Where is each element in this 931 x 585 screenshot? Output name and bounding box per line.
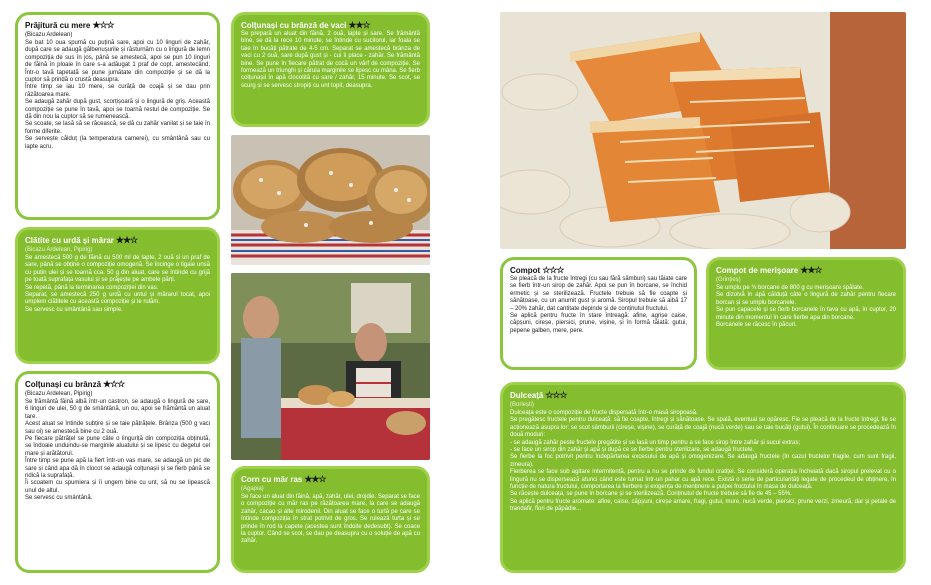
recipe-paragraph: Pe fiecare pătrățel se pune câte o linguriță din compoziția obținută, se îndoaie unduindu-se marginile aluatului și se lipesc cu degetul cel mare și arătătorul. — [25, 436, 210, 457]
recipe-card-clatite — [15, 227, 220, 364]
recipe-card-coltunasi-cu-branza — [15, 371, 220, 573]
recipe-paragraph: Îi scoatem cu spumiera și îi ungem bine cu unt, să nu se lipească unul de altul. — [25, 480, 210, 494]
recipe-title: Corn cu măr ras ★★☆ — [241, 474, 326, 484]
recipe-source: (Bicazu Ardelean, Pipirig) — [25, 247, 93, 253]
recipe-paragraph: - se adaugă zahăr peste fructele pregătite și se lasă un timp pentru a se face sirop între zahăr și sucul extras; — [510, 439, 801, 446]
recipe-paragraph: Se pregătesc fructele pentru dulceață: să fie coapte, întregi și sănătoase. Se spală, eventual se opăresc. Fie se pleacă de la fructe întregi, fie se acționează asupra lor: se scot sâmburii (cireșe, vișine), se curăță de coajă (nucă verde) sau se taie bucăți (gutui). În continuare se procedează în două moduri: — [510, 417, 896, 439]
recipe-paragraph: Între timp se iau 10 mere, se curăță de coajă și se dau prin răzătoarea mare. — [25, 84, 210, 98]
recipe-source: (Bicazu Ardelean) — [25, 32, 73, 38]
recipe-card-compot-de-merisoare — [706, 257, 906, 370]
recipe-card-compot — [500, 257, 697, 370]
rating-stars-icon: ☆☆☆ — [542, 265, 564, 275]
recipe-paragraph: Se prepară un aluat din făină, 2 ouă, lapte și sare. Se frământă bine, se dă la rece 10 minute, se întinde cu sucitorul, iar foaia se taie în bucăți pătrate de 4-5 cm. Separat se amestecă brânza de vaci cu 2 ouă, sare după gust și - cui îi place - zahăr. Se frământă bine. Se pune în fiecare pătrat de cocă un vârf de compoziție. Se formează un triunghi și căruia marginile se lipesc cu mâna. Se fierb colțunașii în apă clocotită cu sare / zahăr, 15 minute. Se scot, se scurg și se servesc stropiți cu unt topit, deasupra. — [241, 31, 420, 89]
rating-stars-icon: ★★☆ — [348, 20, 370, 30]
recipe-card-corn-cu-mar-ras — [231, 466, 430, 573]
rating-stars-icon: ★★☆ — [115, 235, 138, 245]
recipe-paragraph: Se bat 10 oua spumă cu puțină sare, apoi cu 10 linguri de zahăr, după care se adaugă gălbenușurile și răsturnăm cu o lingură de lemn compoziția de sus în jos, până se amestecă, apoi se pun 10 linguri de făină în ploaie în care s-a adăugat 1 praf de copt, amestecând. Într-o tavă tapetată se pune jumătate din compoziție și se dă la cuptor să prindă o crustă deasupra. — [25, 40, 210, 84]
photo-braided-bread — [231, 135, 430, 265]
recipe-paragraph: Se fierbe la foc potrivit pentru îndepărtarea excesului de apă și omogenizare. Se adaugă fructele (în cazul fructelor fragile, cum sunt fragii, zmeura). — [510, 454, 896, 468]
recipe-paragraph: Separat, se amestecă 250 g urdă cu untul și mărarul tocat, apoi umplem clătitele cu această compoziție și le rulăm. — [25, 292, 210, 306]
recipe-paragraph: Fierberea se face sub agitare intermitentă, pentru a nu se prinde de fundul cratiței. Se consideră operația încheiată dacă siropul prelevat cu o lingură nu se dispersează atunci când este turnat într-un pahar cu apă rece. Există o serie de particularități legate de procedeul de obținere, în funcție de natura fructului, comportarea la fierbere și exigența de menținere a pulpei fructului în masa de dulceață. — [510, 469, 896, 491]
recipe-paragraph: Se scoate, se lasă să se răcească, se dă cu zahăr vanilat și se taie în forme diferite. — [25, 121, 210, 135]
recipe-paragraph: Se dizolvă în apă călduță câte o lingură de zahăr pentru fiecare borcan și se umplu borcanele. — [716, 292, 896, 306]
recipe-title: Compot ☆☆☆ — [510, 265, 564, 275]
photo-layered-cake — [500, 12, 906, 249]
recipe-paragraph: Se pun capacele și se fierb borcanele în tava cu apă, în cuptor, 20 minute din momentul în care fierbe apa din borcane. — [716, 307, 896, 321]
recipe-source: (Agapia) — [241, 486, 264, 492]
recipe-title: Compot de merișoare ★★☆ — [716, 265, 822, 275]
recipe-body — [510, 410, 896, 514]
recipe-source: (Borlești) — [510, 402, 535, 408]
recipe-paragraph: Acest aluat se întinde subțire și se taie pătrățele. Brânza (500 g vaci sau oi) se amestecă bine cu 2 ouă. — [25, 421, 210, 435]
recipe-paragraph: Se adaugă zahăr după gust, scorțișoară și o lingură de griș. Această compoziție se pune în tavă, apoi se toarnă restul de compoziție. Se dă din nou la cuptor să se rumenească. — [25, 99, 210, 121]
recipe-paragraph: Se servește călduț (la temperatura camerei), cu smântână sau cu lapte acru. — [25, 136, 210, 150]
rating-stars-icon: ★☆☆ — [92, 20, 114, 30]
recipe-paragraph: Se umplu pe ¾ borcane de 800 g cu merișoare spălate. — [716, 285, 864, 291]
recipe-paragraph: Se pleacă de la fructe întregi (cu sau fără sâmburi) sau tăiate care se fierb într-un sirop de zahăr. Apoi se pun în borcane, se închid ermetic și se sterilizează. Fructele trebuie să fie coapte și sănătoase, cu un anumit gust și aromă. Siropul trebuie să aibă 17 – 20% zahăr, dat cantitate depinde și de conținutul fructului. — [510, 276, 687, 312]
rating-stars-icon: ★☆☆ — [103, 379, 125, 389]
recipe-title: Colțunași cu brânză de vaci ★★☆ — [241, 20, 370, 30]
recipe-paragraph: Dulceața este o compoziție de fructe dispersată într-o masă siropoasă. — [510, 410, 698, 416]
recipe-body — [241, 31, 420, 90]
recipe-body — [510, 276, 687, 335]
photo-food-fair — [231, 273, 430, 460]
recipe-body — [25, 399, 210, 503]
recipe-body — [25, 255, 210, 314]
recipe-paragraph: Se aplică pentru fructe în stare întreagă: afine, agrișe caise, căpșuni, cireșe, piersici, prune, vișine, și în formă tăiată: gutui, pepene galben, mere, pere. — [510, 313, 687, 334]
recipe-body — [25, 40, 210, 151]
recipe-source: (Grinţieș) — [716, 277, 741, 283]
recipe-title: Colțunași cu brânză ★☆☆ — [25, 379, 125, 389]
recipe-paragraph: - se face un sirop din zahăr și apă și după ce se fierbe pentru sterilizare, se adaugă fructele. — [510, 447, 755, 454]
recipe-card-dulceata — [500, 382, 906, 573]
recipe-card-coltunasi-de-vaci — [231, 12, 430, 127]
recipe-title: Dulceață ☆☆☆ — [510, 390, 567, 400]
recipe-title: Clătite cu urdă și mărar ★★☆ — [25, 235, 138, 245]
recipe-paragraph: Se frământă făină albă într-un castron, se adaugă o lingură de sare, 6 linguri de ulei, 50 g de smântână, un ou, apoi se frământă un aluat tare. — [25, 399, 210, 420]
rating-stars-icon: ☆☆☆ — [545, 390, 567, 400]
rating-stars-icon: ★★☆ — [304, 474, 326, 484]
rating-stars-icon: ★★☆ — [800, 265, 822, 275]
recipe-paragraph: Se face un aluat din făină, apă, zahăr, ulei, drojdie. Separat se face o compoziție cu măr ras pe răzătoarea mare, la care se adaugă zahăr, cacao și alte mirodenii. Din aluat se face o turtă pe care se întinde compoziția în strat potrivit de gros. Se rulează turta și se prinde în rod la capete (acestea sunt îndoite dedesubt). Se coace la cuptor. Când se scot, se dau pe deasupra cu o soluție de apă cu zahăr. — [241, 494, 420, 545]
recipe-paragraph: Se aplică pentru fructe aromate: afine, caise, căpșuni, cireșe amare, fragi, gutui, mure, nucă verde, piersici, prune verzi, zmeură, dar și petale de trandafir, flori de păpădie... — [510, 498, 896, 513]
recipe-paragraph: Se servesc cu smântână sau simple. — [25, 306, 123, 313]
recipe-paragraph: Borcanele se răcesc în păcuri. — [716, 322, 797, 329]
recipe-paragraph: Între timp se pune apă la fiert într-un vas mare, se adaugă un pic de sare și când apa dă în clocot se adaugă colțunașii și se fierb până se ridică la suprafață. — [25, 458, 210, 480]
recipe-title: Prăjitură cu mere ★☆☆ — [25, 20, 114, 30]
recipe-paragraph: Se amestecă 500 g de făină cu 500 ml de lapte, 2 ouă și un praf de sare, până se obține o compoziție omogenă. Se încinge o tigaie unsă cu puțin ulei și se toarnă cca. 50 g din aluat, care se întinde cu grijă pe toată suprafața vasului și se prăjește pe ambele părți. — [25, 255, 210, 284]
recipe-paragraph: Se servesc cu smântână. — [25, 495, 93, 502]
recipe-body — [241, 494, 420, 546]
recipe-body — [716, 285, 896, 329]
recipe-source: (Bicazu Ardelean, Pipirig) — [25, 391, 93, 397]
recipe-card-prajitura-cu-mere — [15, 12, 220, 220]
recipe-paragraph: Se repetă, până la terminarea compoziției din vas. — [25, 284, 159, 291]
recipe-paragraph: Se răcește dulceața, se pune în borcane și se sterilizează. Conținutul de fructe trebuie să fie de 45 – 55%. — [510, 491, 792, 498]
